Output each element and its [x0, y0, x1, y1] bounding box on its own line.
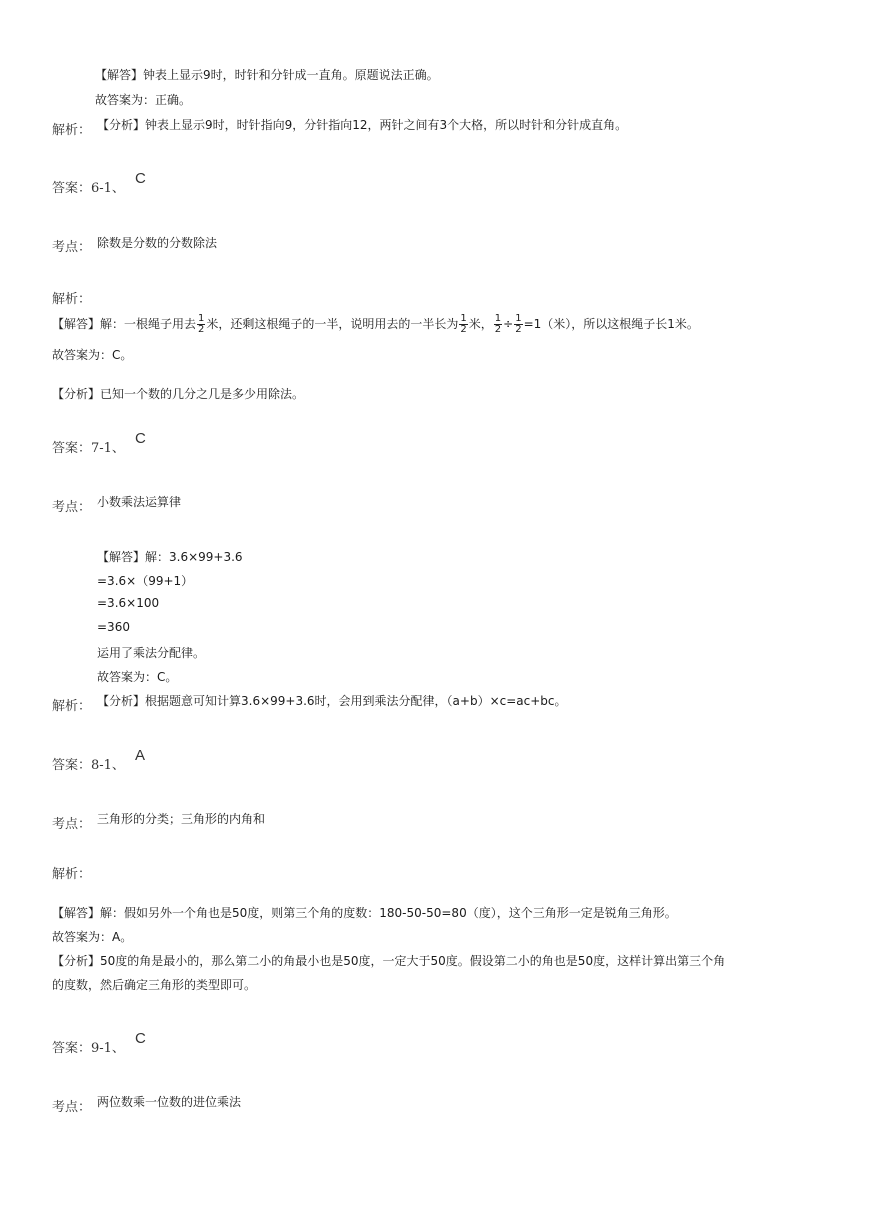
q7-step: 【解答】解：3.6×99+3.6	[97, 550, 243, 564]
fraction-one-half: $\frac{1}{2}$	[198, 313, 205, 335]
q7-analysis-label: 解析：	[52, 699, 92, 714]
q7-final-answer: 故答案为：C。	[97, 670, 178, 684]
q6-reason: 【分析】已知一个数的几分之几是多少用除法。	[52, 387, 305, 401]
q8-topic: 三角形的分类；三角形的内角和	[97, 812, 266, 826]
q8-solution: 【解答】解：假如另外一个角也是50度，则第三个角的度数：180-50-50=80（度），这个三角形一定是锐角三角形。	[52, 906, 677, 920]
q7-answer-value: C	[135, 430, 146, 447]
q7-step: 运用了乘法分配律。	[97, 646, 206, 660]
q6-topic: 除数是分数的分数除法	[97, 236, 218, 250]
q7-step: =3.6×（99+1）	[97, 574, 194, 588]
q8-topic-label: 考点：	[52, 817, 92, 832]
q8-reason-line-2: 的度数，然后确定三角形的类型即可。	[52, 978, 257, 992]
q9-answer-value: C	[135, 1030, 146, 1047]
q8-answer-label: 答案：8-1、	[52, 758, 125, 773]
q7-step: =360	[97, 620, 130, 634]
q5-reason: 【分析】钟表上显示9时，时针指向9，分针指向12，两针之间有3个大格，所以时针和分针成直角。	[97, 118, 628, 132]
fraction-one-half: $\frac{1}{2}$	[460, 313, 467, 335]
fraction-one-half: $\frac{1}{2}$	[494, 313, 502, 335]
fraction-one-half: $\frac{1}{2}$	[515, 313, 522, 335]
q6-final-answer: 故答案为：C。	[52, 348, 133, 362]
q7-reason: 【分析】根据题意可知计算3.6×99+3.6时，会用到乘法分配律，（a+b）×c=ac+bc。	[97, 694, 567, 708]
q7-topic: 小数乘法运算律	[97, 495, 182, 509]
q5-solution: 【解答】钟表上显示9时，时针和分针成一直角。原题说法正确。	[95, 68, 439, 82]
q7-step: =3.6×100	[97, 596, 160, 610]
q7-answer-label: 答案：7-1、	[52, 441, 125, 456]
q9-topic-label: 考点：	[52, 1100, 92, 1115]
q5-analysis-label: 解析：	[52, 123, 92, 138]
q8-final-answer: 故答案为：A。	[52, 930, 133, 944]
q6-topic-label: 考点：	[52, 240, 92, 255]
q6-solution: 【解答】解：一根绳子用去 $\frac{1}{2}$ 米，还剩这根绳子的一半，说明用去的一半长为 $\frac{1}{2}$ 米， $\frac{1}{2}$ ÷ $\frac{1}{2}$ =1（米），所以这根绳子长1米。	[52, 313, 699, 335]
q5-final-answer: 故答案为：正确。	[95, 93, 192, 107]
q7-topic-label: 考点：	[52, 500, 92, 515]
q9-topic: 两位数乘一位数的进位乘法	[97, 1095, 242, 1109]
q8-analysis-label: 解析：	[52, 867, 92, 882]
q6-answer-value: C	[135, 170, 146, 187]
q6-analysis-label: 解析：	[52, 292, 92, 307]
q6-answer-label: 答案：6-1、	[52, 181, 125, 196]
q9-answer-label: 答案：9-1、	[52, 1041, 125, 1056]
q8-answer-value: A	[135, 747, 146, 764]
q8-reason-line-1: 【分析】50度的角是最小的，那么第二小的角最小也是50度，一定大于50度。假设第二小的角也是50度，这样计算出第三个角	[52, 954, 726, 968]
